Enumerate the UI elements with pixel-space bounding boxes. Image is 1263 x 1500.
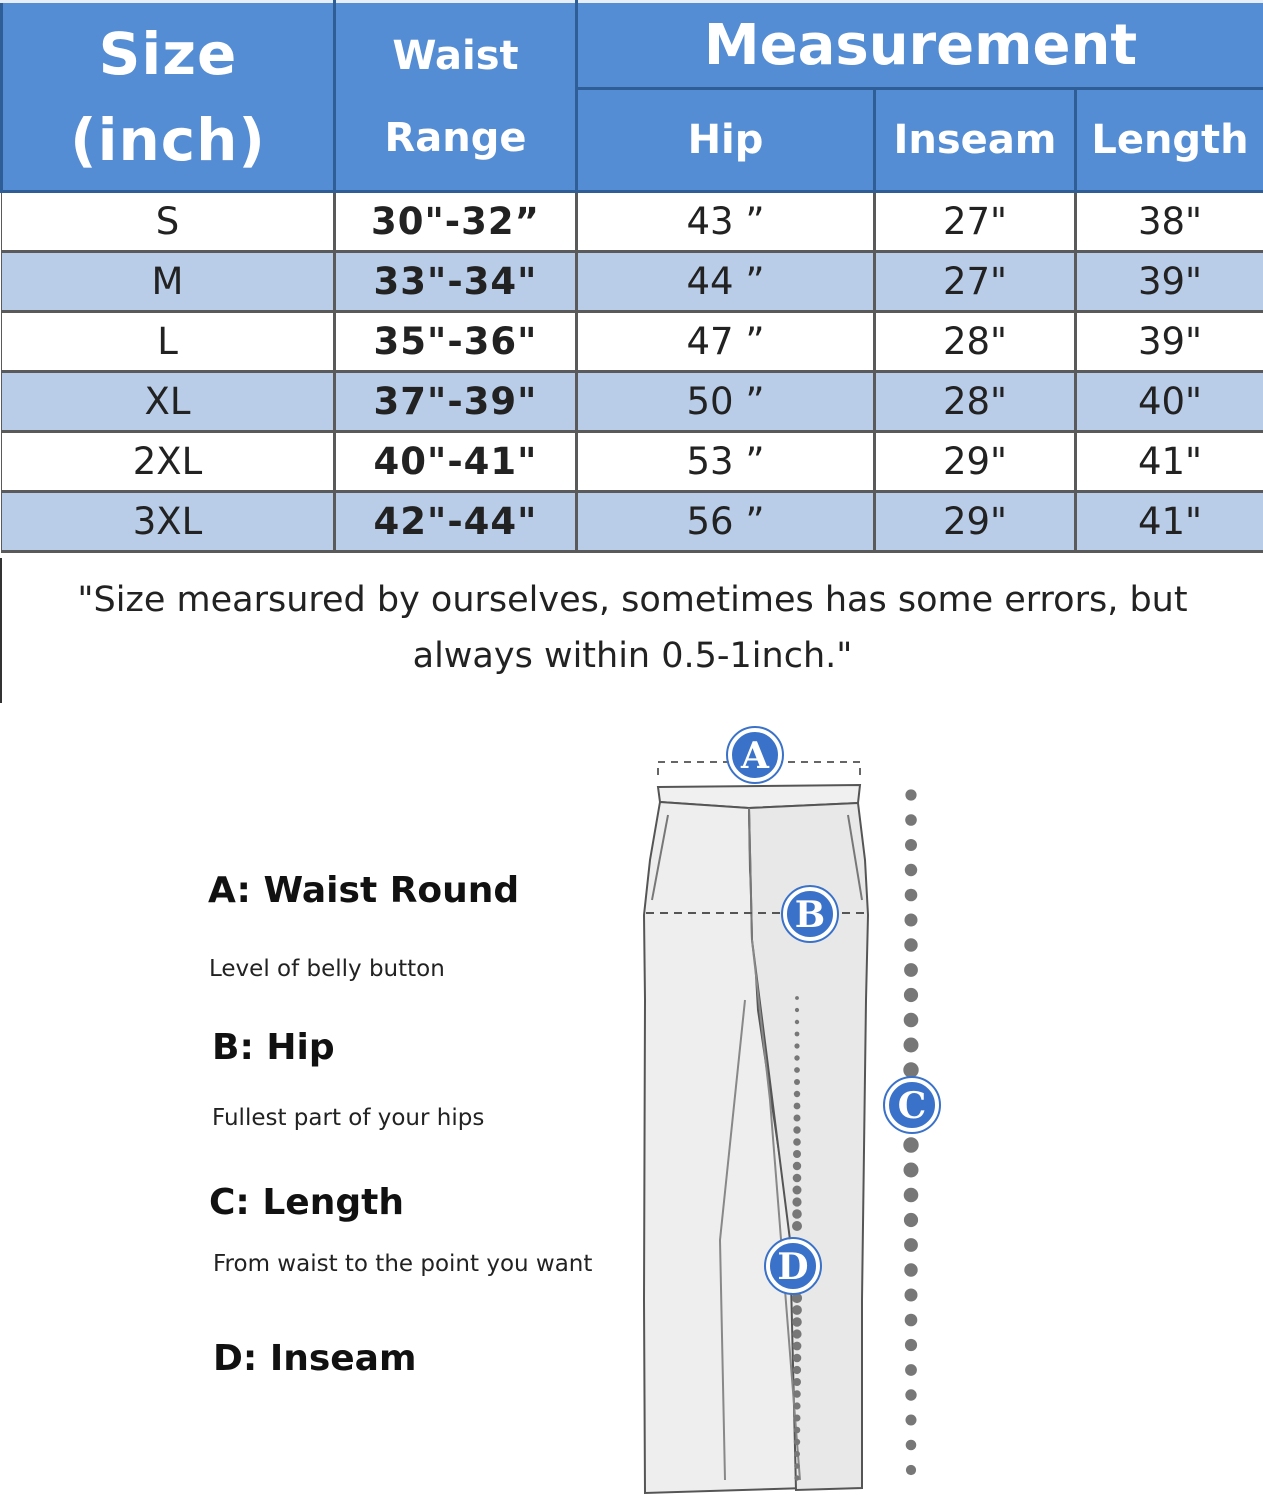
size-note-line1: "Size mearsured by ourselves, sometimes has some errors, but [77,580,1188,620]
inseam-dot [793,1402,800,1409]
inseam-dot [793,1390,801,1398]
inseam-dot [793,1138,801,1146]
inseam-dot [794,1055,799,1060]
inseam-dot [794,1115,801,1122]
hip-cell: 47 ” [577,312,875,372]
size-note [0,558,1263,703]
inseam-cell: 27" [875,252,1076,312]
length-dot [905,889,918,902]
inseam-dot [794,1463,800,1469]
length-dot [905,1289,918,1302]
hip-cell: 44 ” [577,252,875,312]
inseam-dot [793,1186,802,1195]
header-inseam: Inseam [875,89,1076,192]
inseam-dot [795,1008,799,1012]
inseam-cell: 28" [875,372,1076,432]
hip-cell: 50 ” [577,372,875,432]
length-cell: 39" [1076,252,1263,312]
inseam-dot [794,1475,799,1480]
length-dot [904,1263,917,1276]
table-row [2,492,1263,552]
length-dot [904,938,917,951]
header-measurement: Measurement [577,2,1263,89]
legend-a-desc: Level of belly button [209,956,445,982]
inseam-cell: 29" [875,492,1076,552]
length-dot [904,963,918,977]
waist-cell: 30"-32” [335,192,577,252]
header-length: Length [1076,89,1263,192]
inseam-dot [793,1342,802,1351]
inseam-dot [794,1043,799,1048]
size-cell: M [2,252,335,312]
hip-cell: 56 ” [577,492,875,552]
length-dot [905,1339,917,1351]
legend-b-desc: Fullest part of your hips [212,1105,485,1131]
header-waist-line1: Waist [392,32,519,79]
waist-cell: 40"-41" [335,432,577,492]
header-size [2,2,335,192]
inseam-dot [792,1329,801,1338]
marker-c-label: C [897,1085,927,1127]
inseam-dot [793,1378,801,1386]
table-row [2,312,1263,372]
inseam-dot [792,1305,802,1315]
inseam-dot [795,1020,799,1024]
waist-cell: 33"-34" [335,252,577,312]
waist-cell: 42"-44" [335,492,577,552]
header-waist-range [335,2,577,192]
marker-b-label: B [794,894,826,936]
inseam-cell: 28" [875,312,1076,372]
inseam-dot [795,1032,800,1037]
legend-c-desc: From waist to the point you want [213,1251,593,1277]
legend-c-title: C: Length [209,1182,404,1223]
table-row [2,372,1263,432]
inseam-dot [794,1427,801,1434]
marker-b [782,886,838,942]
inseam-dot [792,1209,802,1219]
length-dot [905,1314,918,1327]
inseam-dot [794,1415,801,1422]
size-cell: L [2,312,335,372]
length-dot [905,864,917,876]
marker-a [727,727,783,783]
hip-cell: 53 ” [577,432,875,492]
length-dot [906,1415,917,1426]
length-dot [905,1389,916,1400]
size-cell: S [2,192,335,252]
length-dot [903,1137,918,1152]
size-cell: 2XL [2,432,335,492]
length-dot [904,988,918,1002]
length-cell: 41" [1076,432,1263,492]
waist-cell: 35"-36" [335,312,577,372]
size-cell: 3XL [2,492,335,552]
length-dot [904,1238,918,1252]
length-dot [905,789,916,800]
size-chart-table [0,0,1263,553]
inseam-dot [795,996,799,1000]
inseam-dot [793,1126,800,1133]
length-dot [904,1213,918,1227]
inseam-cell: 29" [875,432,1076,492]
inseam-dot [792,1317,802,1327]
header-hip: Hip [577,89,875,192]
table-row [2,252,1263,312]
length-dot [905,839,917,851]
length-dot [905,914,918,927]
header-size-unit: (inch) [70,105,266,174]
length-cell: 40" [1076,372,1263,432]
length-cell: 38" [1076,192,1263,252]
inseam-dot [794,1103,801,1110]
length-dot [904,1038,919,1053]
header-waist-line2: Range [384,114,527,161]
table-row [2,192,1263,252]
table-row [2,432,1263,492]
inseam-dot [793,1354,802,1363]
inseam-dot [792,1221,802,1231]
length-dot [905,1364,917,1376]
inseam-dot [794,1091,800,1097]
length-dot [906,1465,916,1475]
length-dot [905,814,917,826]
legend-d-title: D: Inseam [213,1338,417,1379]
length-cell: 41" [1076,492,1263,552]
marker-c [884,1077,940,1133]
pants-measurement-diagram [600,715,1000,1500]
inseam-dot [794,1451,800,1457]
length-dot [903,1062,918,1077]
inseam-dot [793,1150,801,1158]
length-dot [904,1163,919,1178]
inseam-dot [793,1366,801,1374]
header-size-label: Size [98,19,238,88]
size-note-text [42,572,1223,684]
inseam-dot [794,1079,800,1085]
inseam-dot [794,1439,800,1445]
length-dot [904,1188,919,1203]
inseam-dot [794,1067,800,1073]
length-dot [904,1013,919,1028]
hip-cell: 43 ” [577,192,875,252]
waist-cell: 37"-39" [335,372,577,432]
size-cell: XL [2,372,335,432]
length-dot [906,1440,917,1451]
marker-a-label: A [741,735,769,777]
length-cell: 39" [1076,312,1263,372]
marker-d [765,1238,821,1294]
inseam-dot [793,1162,801,1170]
size-note-line2: always within 0.5-1inch." [412,636,853,676]
inseam-dot [793,1174,802,1183]
legend-b-title: B: Hip [212,1027,335,1068]
inseam-cell: 27" [875,192,1076,252]
legend-a-title: A: Waist Round [208,870,520,911]
inseam-dot [792,1197,801,1206]
marker-d-label: D [777,1246,809,1288]
